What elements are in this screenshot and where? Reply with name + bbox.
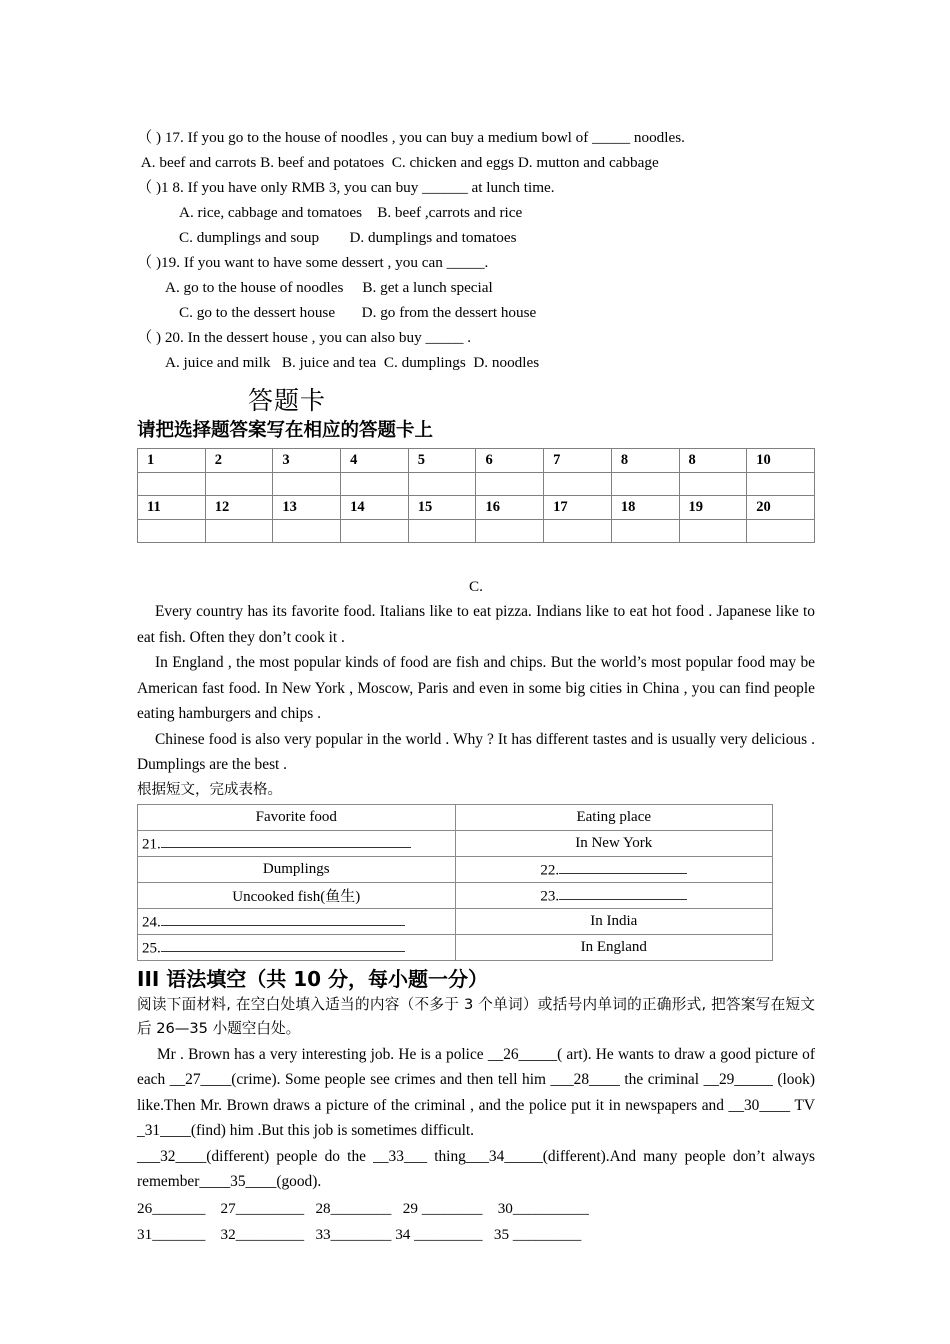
question-18-options-ab: A. rice, cabbage and tomatoes B. beef ,carrots and rice <box>179 204 523 221</box>
answer-blank-cell[interactable] <box>138 520 206 543</box>
answer-number-cell: 8 <box>611 449 679 473</box>
place-blank-23[interactable]: 23. <box>455 882 773 908</box>
answer-number-cell: 12 <box>205 496 273 520</box>
question-19-options-cd: C. go to the dessert house D. go from the dessert house <box>179 304 537 321</box>
answer-number-cell: 4 <box>341 449 409 473</box>
answer-blank-cell[interactable] <box>476 473 544 496</box>
answer-number-cell: 3 <box>273 449 341 473</box>
table-row <box>138 856 773 882</box>
section-three <box>137 965 815 1247</box>
answer-underline[interactable] <box>559 859 687 874</box>
answer-line-26-30[interactable]: 26_______ 27_________ 28________ 29 ________ 30__________ <box>137 1199 589 1217</box>
table-row <box>138 882 773 908</box>
question-20-options: A. juice and milk B. juice and tea C. dumplings D. noodles <box>165 354 540 371</box>
question-19-options-ab: A. go to the house of noodles B. get a lunch special <box>165 279 493 296</box>
answer-underline[interactable] <box>161 937 405 952</box>
answer-number-cell: 11 <box>138 496 206 520</box>
section-three-heading: III 语法填空（共 10 分，每小题一分） <box>137 966 489 991</box>
food-value: Dumplings <box>138 856 456 882</box>
question-19-stem: （ )19. If you want to have some dessert , you can _____. <box>137 254 489 271</box>
answer-number-cell: 1 <box>138 449 206 473</box>
question-18-stem: （ )1 8. If you have only RMB 3, you can buy ______ at lunch time. <box>137 179 555 196</box>
passage-paragraph: Chinese food is also very popular in the world . Why ? It has different tastes and is usually very delicious . Dumplings are the best . <box>137 730 815 773</box>
answer-blank-cell[interactable] <box>679 473 747 496</box>
answer-blank-cell[interactable] <box>138 473 206 496</box>
answer-blank-cell[interactable] <box>341 520 409 543</box>
food-blank-21[interactable]: 21. <box>138 830 456 856</box>
table-row <box>138 908 773 934</box>
cloze-paragraph: ___32____(different) people do the __33___ thing___34_____(different).And many people don’t always remember____35____(good). <box>137 1147 815 1190</box>
passage-paragraph: In England , the most popular kinds of food are fish and chips. But the world’s most popular food may be American fast food. In New York , Moscow, Paris and even in some big cities in China , you can find people eating hamburgers and chips . <box>137 654 815 722</box>
answer-card-number-row-1 <box>138 449 815 473</box>
answer-blank-cell[interactable] <box>341 473 409 496</box>
passage-paragraph: Every country has its favorite food. Italians like to eat pizza. Indians like to eat hot food . Japanese like to eat fish. Often they don’t cook it . <box>137 603 815 646</box>
answer-number-cell: 16 <box>476 496 544 520</box>
place-blank-22[interactable]: 22. <box>455 856 773 882</box>
answer-number-cell: 17 <box>544 496 612 520</box>
place-value: In New York <box>455 830 773 856</box>
answer-underline[interactable] <box>559 885 687 900</box>
answer-number-cell: 7 <box>544 449 612 473</box>
column-header-eating-place: Eating place <box>455 804 773 830</box>
answer-number-cell: 13 <box>273 496 341 520</box>
answer-blank-cell[interactable] <box>476 520 544 543</box>
column-header-favorite-food: Favorite food <box>138 804 456 830</box>
answer-number-cell: 14 <box>341 496 409 520</box>
answer-blank-cell[interactable] <box>205 520 273 543</box>
question-18-options-cd: C. dumplings and soup D. dumplings and tomatoes <box>179 229 517 246</box>
answer-blank-cell[interactable] <box>747 473 815 496</box>
table-row <box>138 830 773 856</box>
answer-card-blank-row-2 <box>138 520 815 543</box>
answer-line-31-35[interactable]: 31_______ 32_________ 33________ 34 _________ 35 _________ <box>137 1225 582 1243</box>
answer-blank-cell[interactable] <box>544 520 612 543</box>
answer-card-blank-row-1 <box>138 473 815 496</box>
table-header-row <box>138 804 773 830</box>
answer-blank-cell[interactable] <box>273 520 341 543</box>
answer-number-cell: 19 <box>679 496 747 520</box>
question-20-stem: （ ) 20. In the dessert house , you can also buy _____ . <box>137 329 472 346</box>
answer-blank-cell[interactable] <box>408 520 476 543</box>
answer-number-cell: 2 <box>205 449 273 473</box>
answer-card-title: 答题卡 <box>247 386 326 415</box>
answer-blank-cell[interactable] <box>408 473 476 496</box>
answer-card-number-row-2 <box>138 496 815 520</box>
favorite-food-table <box>137 804 773 961</box>
place-value: In India <box>455 908 773 934</box>
cloze-paragraph: Mr . Brown has a very interesting job. He is a police __26_____( art). He wants to draw a good picture of each __27____(crime). Some people see crimes and then tell him ___28____ the criminal __29_____ (look) like.Then Mr. Brown draws a picture of the criminal , and the police put it in newspapers and __30____ TV _31____(find) him .But this job is sometimes difficult. <box>137 1045 815 1139</box>
passage-c-label: C. <box>469 578 483 595</box>
answer-number-cell: 20 <box>747 496 815 520</box>
answer-blank-cell[interactable] <box>747 520 815 543</box>
answer-number-cell: 15 <box>408 496 476 520</box>
food-blank-25[interactable]: 25. <box>138 934 456 960</box>
answer-number-cell: 6 <box>476 449 544 473</box>
question-17-options: A. beef and carrots B. beef and potatoes C. chicken and eggs D. mutton and cabbage <box>137 154 659 171</box>
passage-instruction: 根据短文，完成表格。 <box>137 781 282 798</box>
table-row <box>138 934 773 960</box>
answer-card-section <box>137 384 815 543</box>
passage-c-section <box>137 575 815 961</box>
answer-blank-cell[interactable] <box>544 473 612 496</box>
food-value: Uncooked fish(鱼生) <box>138 882 456 908</box>
answer-number-cell: 18 <box>611 496 679 520</box>
answer-card-subtitle: 请把选择题答案写在相应的答题卡上 <box>137 420 434 441</box>
mcq-section <box>137 125 815 375</box>
answer-number-cell: 8 <box>679 449 747 473</box>
answer-underline[interactable] <box>161 911 405 926</box>
answer-number-cell: 5 <box>408 449 476 473</box>
section-three-instruction: 阅读下面材料, 在空白处填入适当的内容（不多于 3 个单词）或括号内单词的正确形式, 把答案写在短文后 26—35 小题空白处。 <box>137 995 815 1037</box>
place-value: In England <box>455 934 773 960</box>
food-blank-24[interactable]: 24. <box>138 908 456 934</box>
answer-blank-cell[interactable] <box>273 473 341 496</box>
answer-blank-cell[interactable] <box>679 520 747 543</box>
answer-underline[interactable] <box>161 833 411 848</box>
question-17-stem: （ ) 17. If you go to the house of noodles , you can buy a medium bowl of _____ noodles. <box>137 129 685 146</box>
answer-blank-cell[interactable] <box>611 520 679 543</box>
answer-number-cell: 10 <box>747 449 815 473</box>
answer-card-table <box>137 448 815 543</box>
answer-blank-cell[interactable] <box>611 473 679 496</box>
answer-blank-cell[interactable] <box>205 473 273 496</box>
